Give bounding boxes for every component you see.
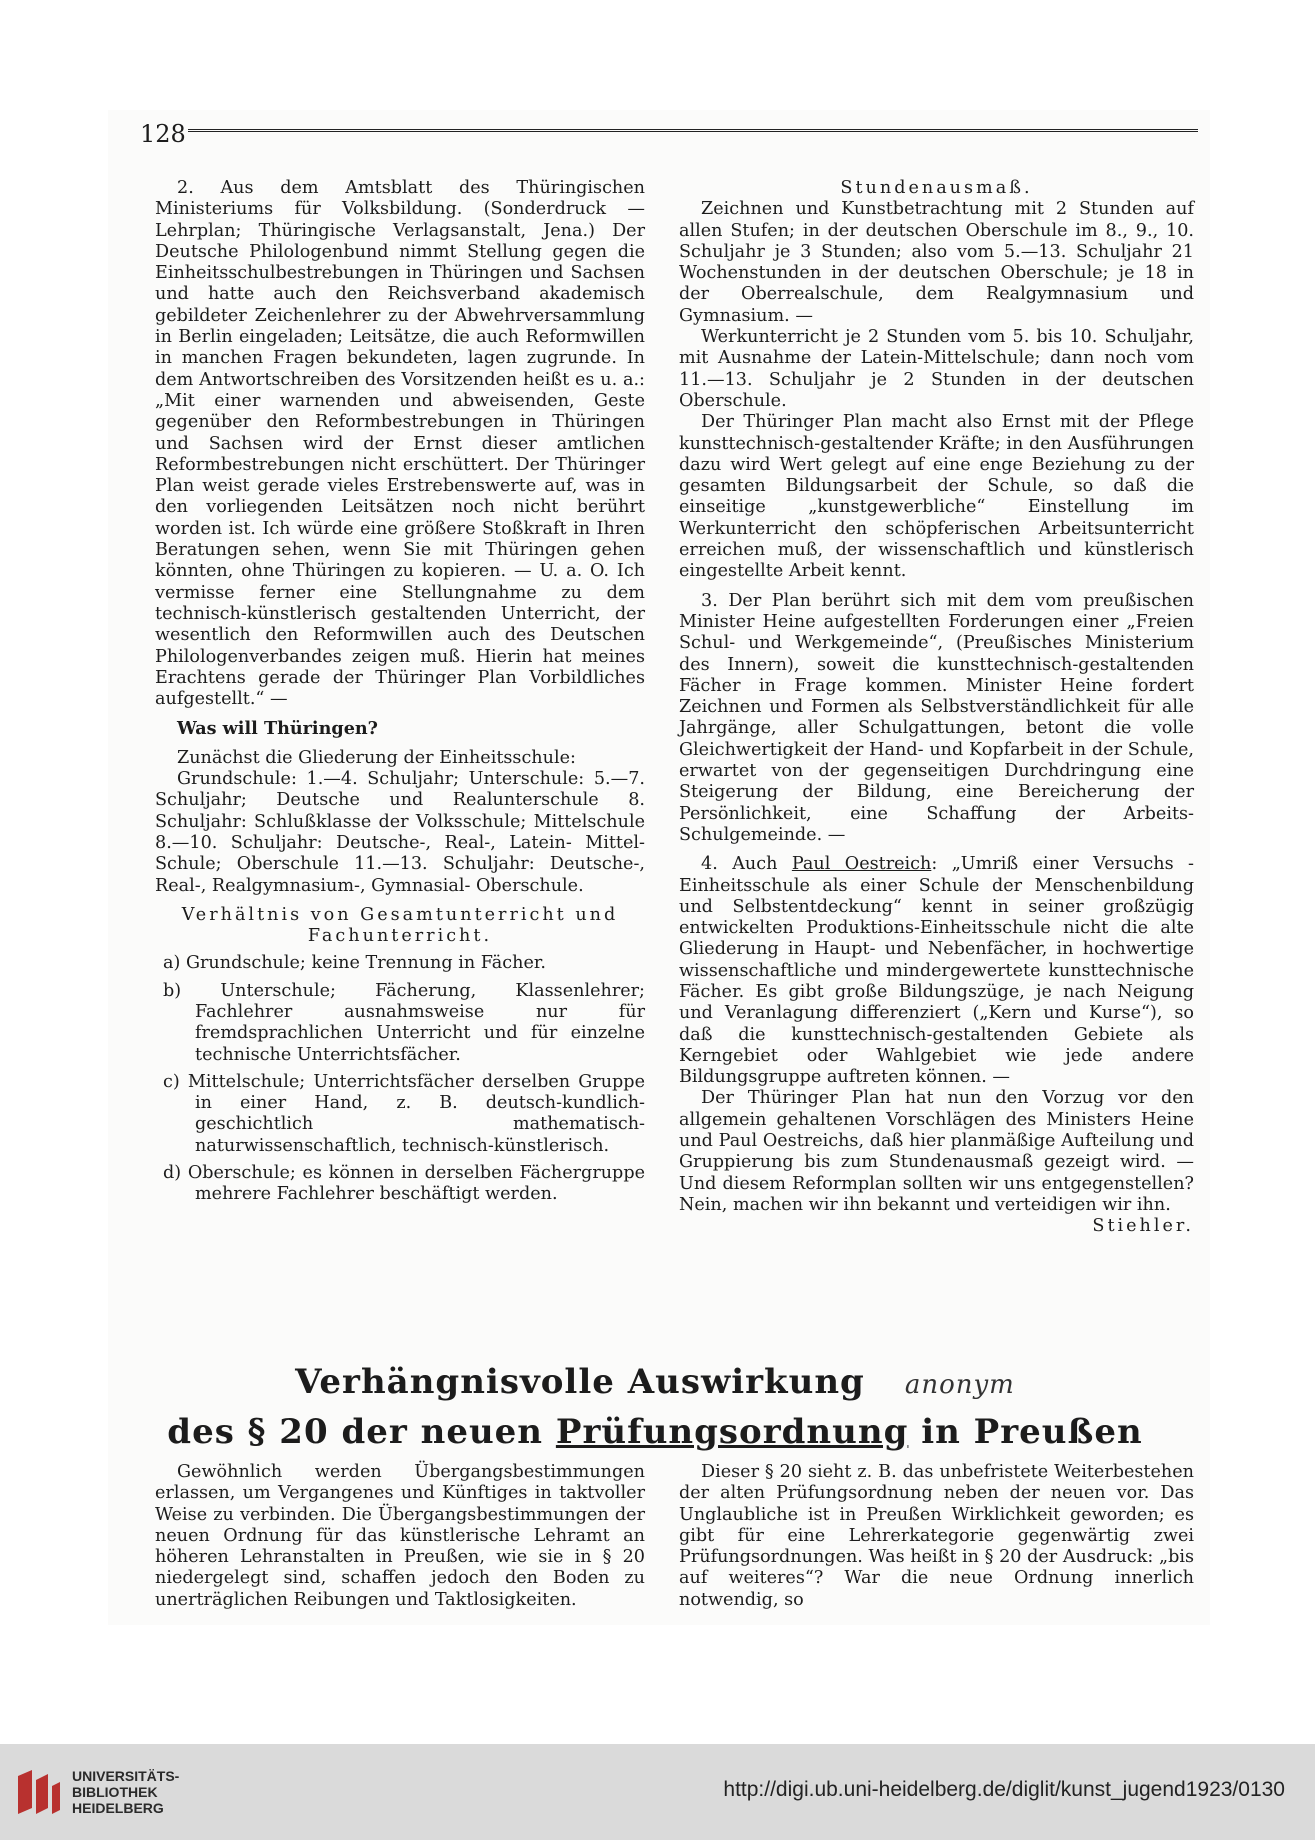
left-column [155,178,645,1206]
footer-bar [0,1744,1315,1840]
bottom-left-paragraph: Gewöhnlich werden Übergangsbestimmungen erlassen, um Vergangenes und Künftiges in taktvoller Weise zu verbinden. Die Übergangsbestimmungen der neuen Ordnung für das künstlerische Lehramt an höheren Lehranstalten in Preußen, wie sie in § 20 niedergelegt sind, schaffen jedoch den Boden zu unerträglichen Reibungen und Taktlosigkeiten. [155,1462,645,1610]
question-heading: Was will Thüringen? [177,718,378,740]
handwritten-annotation: anonym [904,1370,1015,1400]
library-line-2: BIBLIOTHEK [72,1784,158,1800]
list-item-c: c) Mittelschule; Unterrichtsfächer derselben Gruppe in einer Hand, z. B. deutsch-kundlich-geschichtlich mathematisch-naturwissenschaftlich, technisch-künstlerisch. [163,1071,645,1156]
signature: Stiehler. [1092,1216,1194,1237]
library-line-3: HEIDELBERG [72,1800,164,1816]
p5-rest: : „Umriß einer Versuchs - Einheitsschule als einer Schule der Menschenbildung und Selbstentdeckung“ kennt in seiner großzügig entwickelten Produktions-Einheitsschule nicht die alte Gliederung in Haupt- und Nebenfächer, in hochwertige wissenschaftliche und mindergewertete kunsttechnische Fächer. Es gibt große Bildungszüge, je nach Neigung und Veranlagung differenziert („Kern und Kurse“), so daß die kunsttechnisch-gestaltenden Gebiete als Kerngebiet oder Wahlgebiet wie jede andere Bildungsgruppe auftreten können. — [679,854,1194,1088]
article-headline-line-1 [120,1362,1190,1402]
headline-text-2b: in Preußen [908,1412,1143,1452]
library-line-1: UNIVERSITÄTS- [72,1768,180,1784]
library-logo-icon [14,1766,64,1818]
right-paragraph-3: Der Thüringer Plan macht also Ernst mit der Pflege kunsttechnisch-gestaltender Kräfte; in den Ausführungen dazu wird Wert gelegt auf eine enge Beziehung zu der gesamten Bildungsarbeit der Schule, so daß die einseitige „kunstgewerbliche“ Einstellung im Werkunterricht den schöpferischen Arbeitsunterricht erreichen muß, der wissenschaftlich und künstlerisch eingestellte Arbeit kennt. [679,412,1194,582]
headline-text-1: Verhängnisvolle Auswirkung [295,1362,865,1402]
article-headline-line-2 [120,1412,1190,1452]
left-paragraph-3: Grundschule: 1.—4. Schuljahr; Unterschule: 5.—7. Schuljahr; Deutsche und Realunterschule 8. Schuljahr: Schlußklasse der Volksschule; Mittelschule 8.—10. Schuljahr: Deutsche-, Real-, Latein- Mittel-Schule; Oberschule 11.—13. Schuljahr: Deutsche-, Real-, Realgymnasium-, Gymnasial- Oberschule. [155,769,645,896]
bottom-right-paragraph: Dieser § 20 sieht z. B. das unbefristete Weiterbestehen der alten Prüfungsordnung neben der neuen vor. Das Unglaubliche ist in Preußen Wirklichkeit geworden; es gibt für eine Lehrerkategorie gegenwärtig zwei Prüfungsordnungen. Was heißt in § 20 der Ausdruck: „bis auf weiteres“? War die neue Ordnung innerlich notwendig, so [679,1462,1194,1610]
section-heading-verhaeltnis: Verhältnis von Gesamtunterricht und Fachunterricht. [181,904,619,947]
right-paragraph-2: Werkunterricht je 2 Stunden vom 5. bis 10. Schuljahr, mit Ausnahme der Latein-Mittelschule; dann noch vom 11.—13. Schuljahr je 2 Stunden in der deutschen Oberschule. [679,327,1194,411]
page-number: 128 [140,120,186,148]
left-paragraph-1: 2. Aus dem Amtsblatt des Thüringischen Ministeriums für Volksbildung. (Sonderdruck — Lehrplan; Thüringische Verlagsanstalt, Jena.) Der Deutsche Philologenbund nimmt Stellung gegen die Einheitsschulbestrebungen in Thüringen und Sachsen und hatte auch den Reichsverband akademisch gebildeter Zeichenlehrer zu der Abwehrversammlung in Berlin eingeladen; Leitsätze, die auch Reformwillen in manchen Fragen bekundeten, lagen zugrunde. In dem Antwortschreiben des Vorsitzenden heißt es u. a.: „Mit einer warnenden und abweisenden, Geste gegenüber den Reformbestrebungen in Thüringen und Sachsen wird der Ernst dieser amtlichen Reformbestrebungen nicht erschüttert. Der Thüringer Plan weist gerade vieles Erstrebenswerte auf, was in den vorliegenden Leitsätzen noch nicht berührt worden ist. Ich würde eine größere Stoßkraft in Ihren Beratungen sehen, wenn Sie mit Thüringen gehen könnten, ohne Thüringen zu kopieren. — U. a. O. Ich vermisse ferner eine Stellungnahme zu dem technisch-künstlerisch gestaltenden Unterricht, der wesentlich den Reformwillen auch des Deutschen Philologenverbandes zeigen muß. Hierin hat meines Erachtens gerade der Thüringer Plan Vorbildliches aufgestellt.“ — [155,178,645,710]
author-name-underlined: Paul Oestreich [791,854,932,875]
right-paragraph-5 [679,854,1194,1088]
right-paragraph-1: Zeichnen und Kunstbetrachtung mit 2 Stunden auf allen Stufen; in der deutschen Oberschule im 8., 9., 10. Schuljahr je 3 Stunden; also vom 5.—13. Schuljahr 21 Wochenstunden in der deutschen Oberschule; je 18 in der Oberrealschule, dem Realgymnasium und Gymnasium. — [679,199,1194,326]
bottom-right-column [679,1462,1194,1611]
p5-start: 4. Auch [701,854,792,875]
section-heading-stunden: Stundenausmaß. [840,178,1033,198]
right-paragraph-6: Der Thüringer Plan hat nun den Vorzug vor den allgemein gehaltenen Vorschlägen des Ministers Heine und Paul Oestreichs, daß hier planmäßige Aufteilung und Gruppierung bis zum Stundenausmaß gezeigt wird. — Und diesem Reformplan sollten wir uns entgegenstellen? Nein, machen wir ihn bekannt und verteidigen wir ihn. [679,1088,1194,1215]
source-url-link[interactable]: http://digi.ub.uni-heidelberg.de/diglit/kunst_jugend1923/0130 [723,1778,1285,1801]
bottom-left-column [155,1462,645,1611]
list-item-b: b) Unterschule; Fächerung, Klassenlehrer; Fachlehrer ausnahmsweise nur für fremdsprachlichen Unterricht und für einzelne technische Unterrichtsfächer. [163,980,645,1065]
right-column [679,178,1194,1238]
headline-text-2a: des § 20 der neuen [167,1412,556,1452]
left-paragraph-2: Zunächst die Gliederung der Einheitsschule: [177,747,576,768]
headline-underlined-word: Prüfungsordnung [555,1412,909,1452]
library-name [72,1768,179,1816]
header-rule [188,129,1198,135]
list-item-d: d) Oberschule; es können in derselben Fächergruppe mehrere Fachlehrer beschäftigt werden. [163,1163,645,1205]
list-item-a: a) Grundschule; keine Trennung in Fächer. [163,953,546,974]
right-paragraph-4: 3. Der Plan berührt sich mit dem vom preußischen Minister Heine aufgestellten Forderungen einer „Freien Schul- und Werkgemeinde“, (Preußisches Ministerium des Innern), soweit die kunsttechnisch-gestaltenden Fächer in Frage kommen. Minister Heine fordert Zeichnen und Formen als Selbstverständlichkeit für alle Jahrgänge, aller Schulgattungen, betont die volle Gleichwertigkeit der Hand- und Kopfarbeit in der Schule, erwartet von der gegenseitigen Durchdringung eine Steigerung der Bildung, eine Bereicherung der Persönlichkeit, eine Schaffung der Arbeits-Schulgemeinde. — [679,590,1194,845]
